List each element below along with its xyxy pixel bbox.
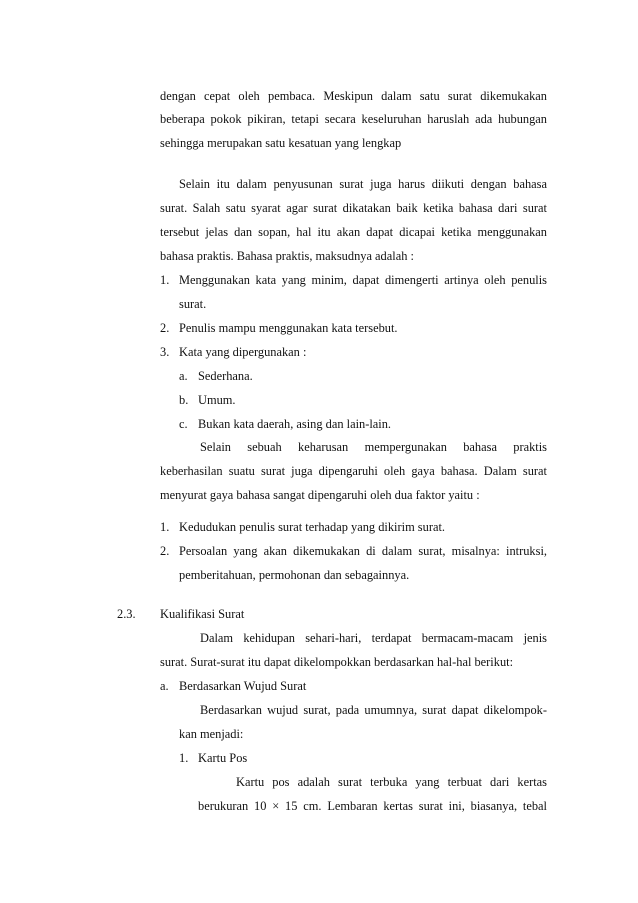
text-line: beberapa pokok pikiran, tetapi secara keseluruhan haruslah ada hubungan: [160, 112, 547, 126]
text-line: Kartu Pos: [198, 751, 248, 765]
text-line: Kata yang dipergunakan :: [179, 345, 307, 359]
text-line: surat. Surat-surat itu dapat dikelompokkan berdasarkan hal-hal berikut:: [160, 655, 514, 669]
text-line: Sederhana.: [198, 369, 253, 383]
text-line: Selain itu dalam penyusunan surat juga harus diikuti dengan bahasa: [179, 177, 547, 191]
text-line: surat.: [179, 297, 207, 311]
text-line: kan menjadi:: [179, 727, 244, 741]
text-line: surat. Salah satu syarat agar surat dikatakan baik ketika bahasa dari surat: [160, 201, 547, 215]
list-marker: c.: [179, 417, 188, 431]
list-marker: 3.: [160, 345, 170, 359]
text-line: Kualifikasi Surat: [160, 607, 245, 621]
text-line: Penulis mampu menggunakan kata tersebut.: [179, 321, 398, 335]
list-marker: 2.: [160, 321, 170, 335]
list-marker: a.: [160, 679, 169, 693]
text-line: Kedudukan penulis surat terhadap yang dikirim surat.: [179, 520, 445, 534]
list-marker: 2.3.: [117, 607, 136, 621]
text-line: keberhasilan suatu surat juga dipengaruhi oleh gaya bahasa. Dalam surat: [160, 464, 547, 478]
text-line: dengan cepat oleh pembaca. Meskipun dalam satu surat dikemukakan: [160, 89, 547, 103]
text-line: Menggunakan kata yang minim, dapat dimengerti artinya oleh penulis: [179, 273, 547, 287]
text-line: Berdasarkan Wujud Surat: [179, 679, 307, 693]
list-marker: 1.: [179, 751, 189, 765]
list-marker: 1.: [160, 520, 170, 534]
text-line: Persoalan yang akan dikemukakan di dalam surat, misalnya: intruksi,: [179, 544, 547, 558]
list-marker: a.: [179, 369, 188, 383]
text-line: pemberitahuan, permohonan dan sebagainnya.: [179, 568, 410, 582]
text-line: Umum.: [198, 393, 236, 407]
text-line: sehingga merupakan satu kesatuan yang lengkap: [160, 136, 402, 150]
text-line: berukuran 10 × 15 cm. Lembaran kertas surat ini, biasanya, tebal: [198, 799, 547, 813]
list-marker: b.: [179, 393, 189, 407]
text-line: Selain sebuah keharusan mempergunakan bahasa praktis: [200, 440, 547, 454]
list-marker: 1.: [160, 273, 170, 287]
text-line: menyurat gaya bahasa sangat dipengaruhi oleh dua faktor yaitu :: [160, 488, 480, 502]
text-line: tersebut jelas dan sopan, hal itu akan dapat dicapai ketika menggunakan: [160, 225, 547, 239]
text-line: bahasa praktis. Bahasa praktis, maksudnya adalah :: [160, 249, 414, 263]
list-marker: 2.: [160, 544, 170, 558]
text-line: Bukan kata daerah, asing dan lain-lain.: [198, 417, 392, 431]
text-line: Kartu pos adalah surat terbuka yang terbuat dari kertas: [236, 775, 547, 789]
text-line: Berdasarkan wujud surat, pada umumnya, surat dapat dikelompok-: [200, 703, 547, 717]
text-line: Dalam kehidupan sehari-hari, terdapat bermacam-macam jenis: [200, 631, 547, 645]
